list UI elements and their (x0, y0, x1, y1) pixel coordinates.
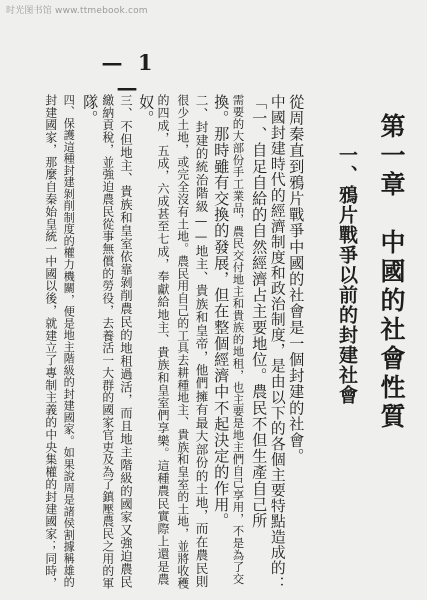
body-column: 繳納貢稅，並強迫農民從事無償的勞役，去養活一大群的國家官吏及為了鎮壓農民之用的軍 (100, 94, 115, 590)
watermark: 时光图书馆 www.ttmebook.com (6, 6, 148, 16)
body-column: 從周秦直到鴉片戰爭中國的社會是一個封建的社會。 (287, 94, 306, 465)
page-number: — 1 — (101, 50, 157, 100)
body-column: 的四成，五成，六成甚至七成，奉獻給地主、貴族和皇室們享樂。這種農民實際上還是農 (156, 94, 170, 586)
body-column: 「一、自足自給的自然經濟占主要地位。農民不但生產自己所 (250, 94, 269, 529)
body-column: 需要的大部份手工業品，農民交付地主和貴族的地租，也主要是地主們自己享用，不是為了交 (231, 94, 246, 585)
body-column: 隊。 (81, 94, 100, 127)
body-column: 很少土地，或完全沒有土地。農民用自己的工具去耕種地主、貴族和皇室的土地，並將收穫 (175, 94, 190, 590)
body-column: 四、保護這種封建剝削制度的權力機關，便是地主階級的封建國家。如果說周是諸侯割據稱雄的 (62, 94, 76, 588)
body-column: 奴。 (137, 94, 156, 127)
chapter-title: 第一章 中國的社會性質 (377, 113, 406, 432)
body-column: 二、封建的統治階級——地主、貴族和皇帝，他們擁有最大部份的土地，而在農民則 (193, 94, 209, 589)
body-column: 中國封建時代的經濟制度和政治制度，是由以下的各個主要特點造成的： (268, 94, 286, 592)
body-column: 三、不但地主、貴族和皇室依靠剝削農民的地租過活，而且地主階級的國家又強迫農民 (118, 94, 134, 589)
body-column: 封建國家，那麼自秦始皇統一中國以後，就建立了專制主義的中央集權的封建國家；同時， (43, 94, 58, 590)
section-title: 一、鴉片戰爭以前的封建社會 (336, 145, 358, 405)
body-column: 換。那時雖有交換的發展，但在整個經濟中不起決定的作用。 (212, 94, 231, 529)
